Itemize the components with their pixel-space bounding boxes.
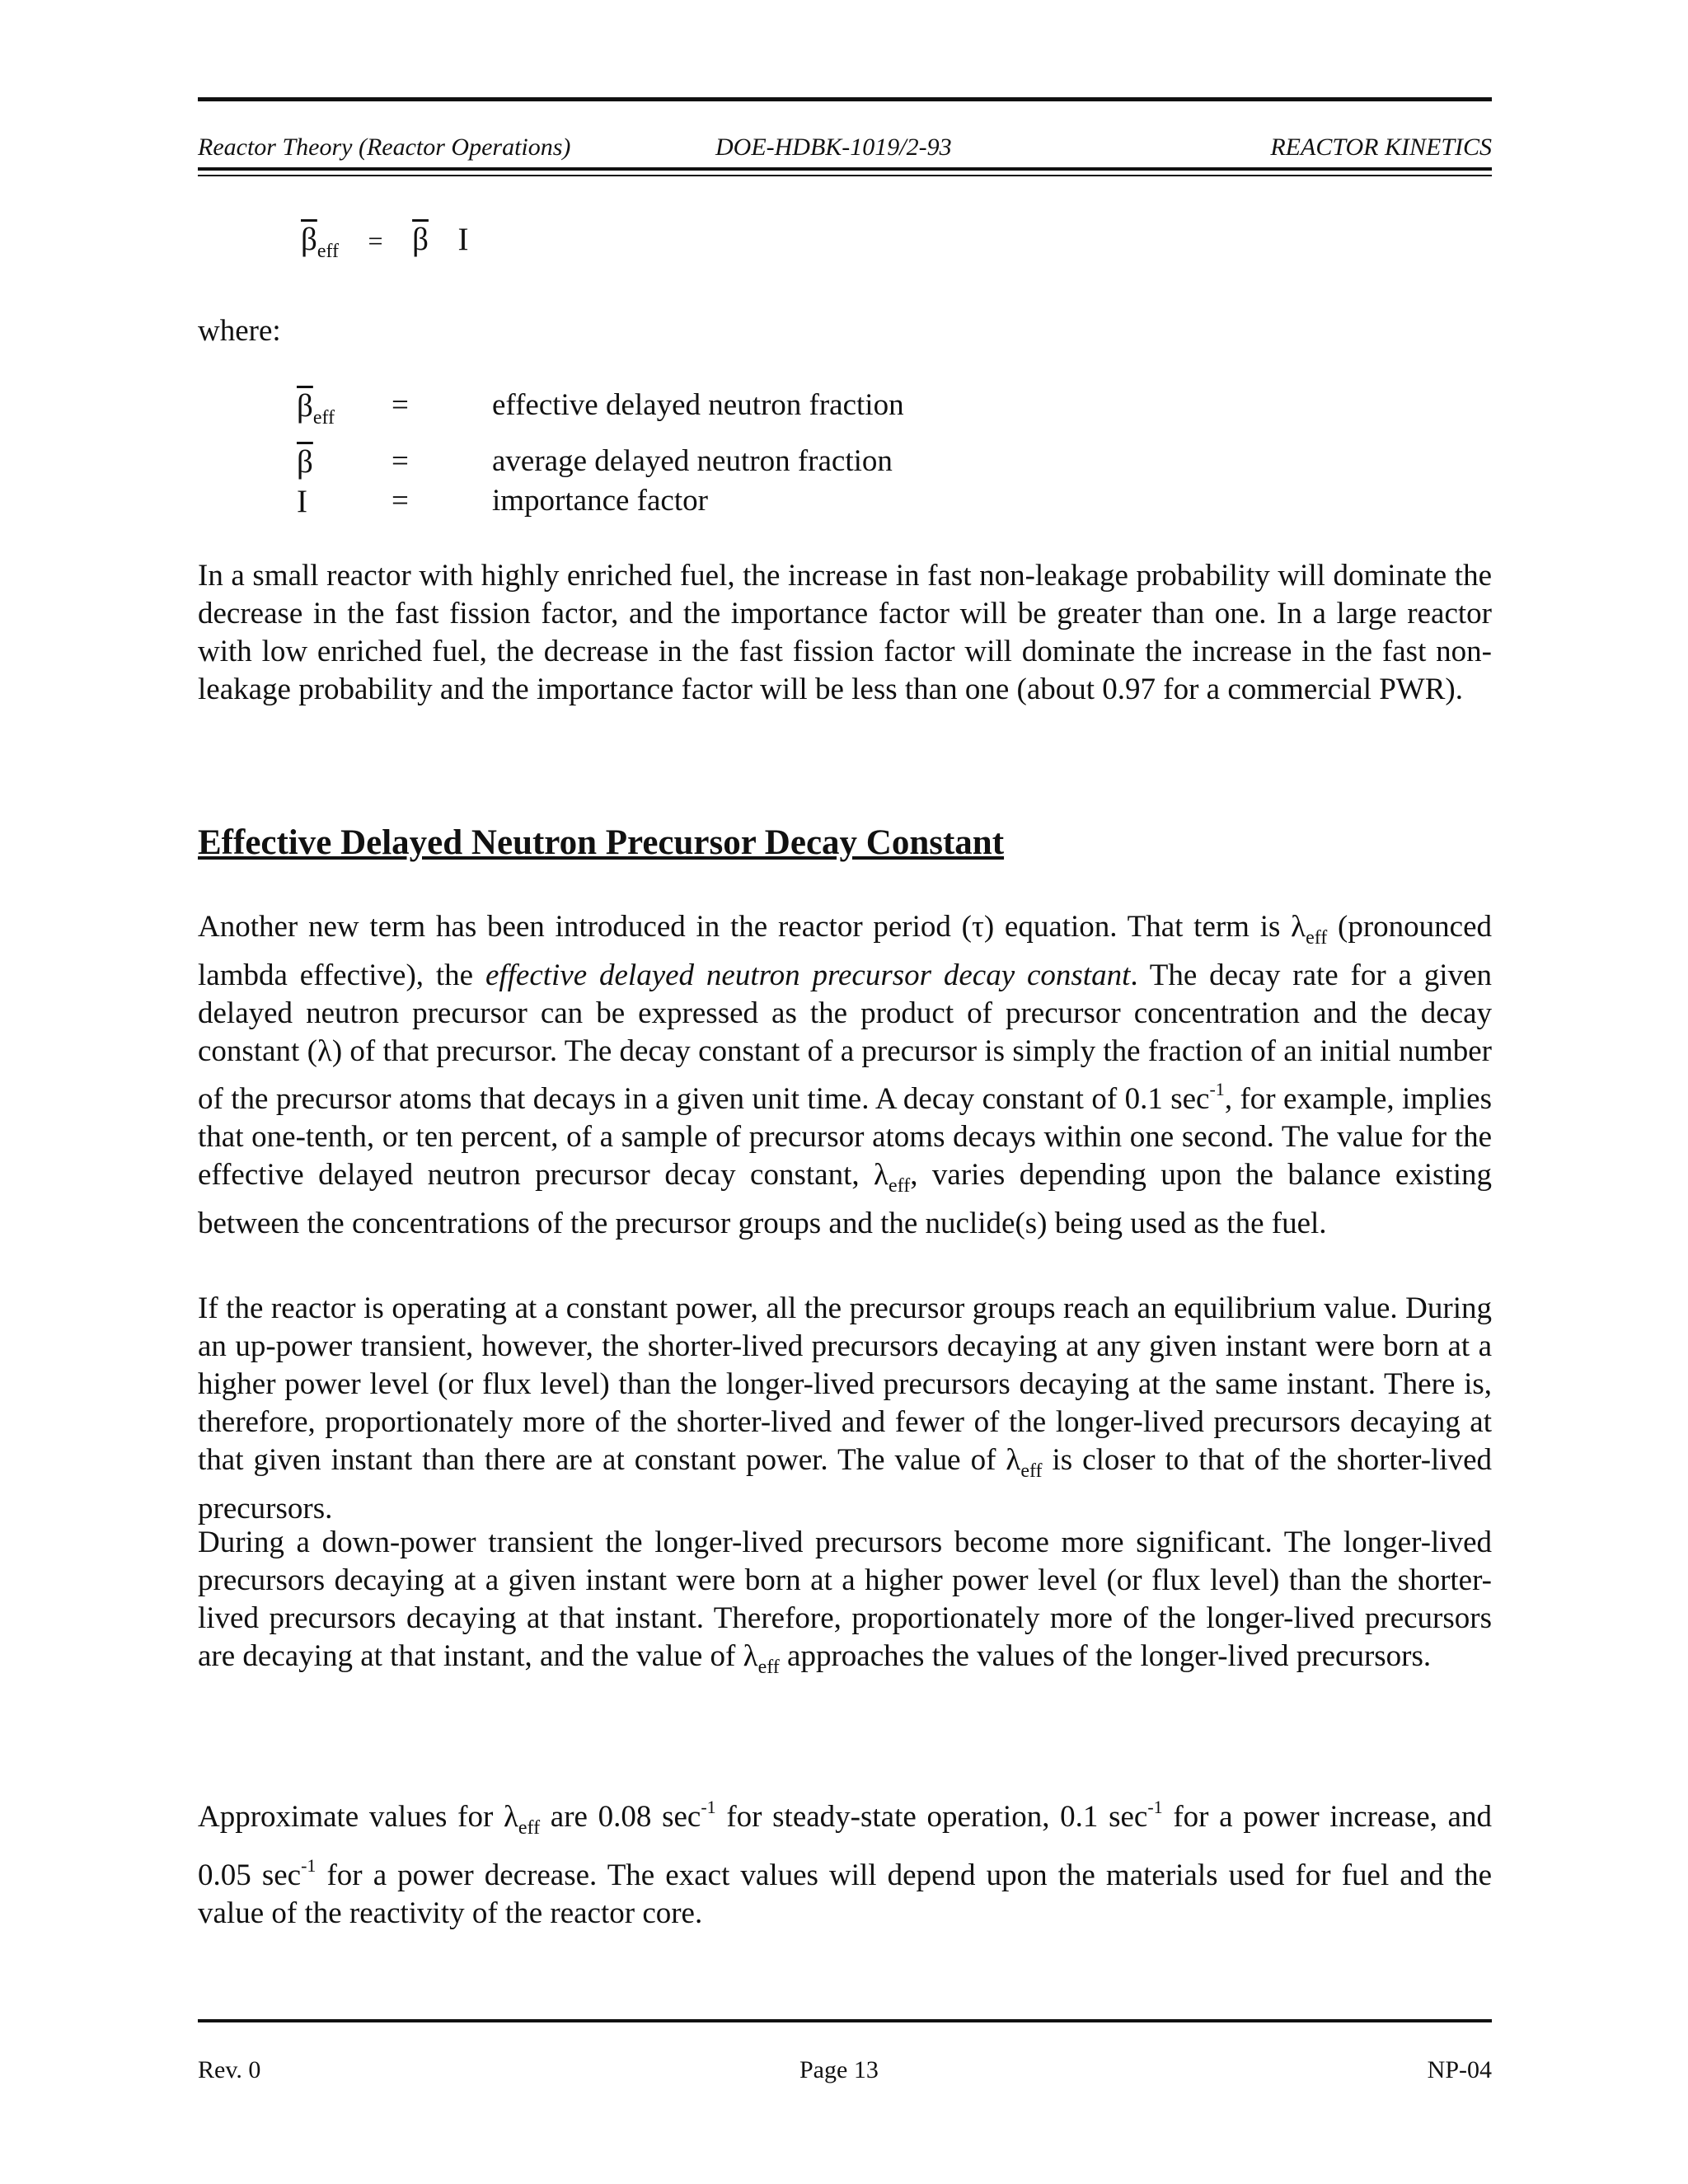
- page-footer: [198, 2056, 1492, 2089]
- footer-page-number: Page 13: [799, 2056, 879, 2083]
- equation-lhs-symbol: $\overline{\beta}$: [301, 222, 317, 257]
- definition-term: $\overline{\beta}_{eff}$: [297, 388, 335, 429]
- header-bottom-rule: [198, 167, 1492, 171]
- header-document-number: DOE-HDBK-1019/2-93: [715, 134, 952, 161]
- section-title: Effective Delayed Neutron Precursor Decay Constant: [198, 823, 1005, 862]
- equation-equals: =: [368, 226, 383, 255]
- definition-term: I: [297, 484, 307, 519]
- footer-module-code: NP-04: [1427, 2056, 1492, 2083]
- definition-equals: =: [392, 444, 409, 478]
- equation-rhs-factor: I: [457, 222, 469, 257]
- paragraph-decay-constant: Another new term has been introduced in the reactor period (τ) equation. That term is $\lambda_{eff}$ (pronounced lambda effective), the effective delayed neutron precursor decay constant. The decay rate for a given delayed neutron precursor can be expressed as the product of precursor concentration and the decay constant (λ) of that precursor. The decay constant of a precursor is simply the fraction of an initial number of the precursor atoms that decays in a given unit time. A decay constant of 0.1 $\sec^{-1}$, for example, implies that one-tenth, or ten percent, of a sample of precursor atoms decays within one second. The value for the effective delayed neutron precursor decay constant, $\lambda_{eff}$, varies depending upon the balance existing between the concentrations of the precursor groups and the nuclide(s) being used as the fuel.: [198, 910, 1493, 1240]
- header-bottom-rule-thin: [198, 175, 1492, 176]
- equation-lhs-subscript: eff: [316, 241, 340, 262]
- definition-description: effective delayed neutron fraction: [492, 388, 904, 422]
- definition-equals: =: [392, 484, 409, 518]
- footer-rule: [198, 2019, 1492, 2022]
- definition-term: $\overline{\beta}$: [297, 444, 313, 480]
- paragraph-up-power-transient: If the reactor is operating at a constant power, all the precursor groups reach an equilibrium value. During an up-power transient, however, the shorter-lived precursors decaying at any given instant were born at a higher power level (or flux level) than the longer-lived precursors decaying at the same instant. There is, therefore, proportionately more of the shorter-lived and fewer of the longer-lived precursors decaying at that given instant than there are at constant power. The value of $\lambda_{eff}$ is closer to that of the shorter-lived precursors.: [198, 1291, 1492, 1526]
- paragraph-down-power-transient: During a down-power transient the longer-lived precursors become more significant. The longer-lived precursors decaying at a given instant were born at a higher power level (or flux level) than the shorter-lived precursors decaying at that instant. Therefore, proportionately more of the longer-lived precursors are decaying at that instant, and the value of $\lambda_{eff}$ approaches the values of the longer-lived precursors.: [198, 1526, 1492, 1678]
- header-top-rule: [198, 97, 1492, 101]
- footer-revision: Rev. 0: [198, 2056, 261, 2083]
- where-label: where:: [198, 314, 281, 348]
- definition-description: importance factor: [492, 484, 708, 518]
- paragraph-importance-factor: In a small reactor with highly enriched fuel, the increase in fast non-leakage probability will dominate the decrease in the fast fission factor, and the importance factor will be greater than one. In a large reactor with low enriched fuel, the decrease in the fast fission factor will dominate the increase in the fast non-leakage probability and the importance factor will be less than one (about 0.97 for a commercial PWR).: [198, 559, 1492, 706]
- page-header: [198, 134, 1492, 166]
- paragraph-approximate-values: Approximate values for $\lambda_{eff}$ are 0.08 $\sec^{-1}$ for steady-state operation, 0.1 $\sec^{-1}$ for a power increase, and 0.05 $\sec^{-1}$ for a power decrease. The exact values will depend upon the materials used for fuel and the value of the reactivity of the reactor core.: [198, 1797, 1492, 1930]
- beta-eff-equation: [301, 221, 468, 263]
- definition-description: average delayed neutron fraction: [492, 444, 893, 478]
- equation-rhs-symbol: $\overline{\beta}$: [412, 222, 429, 257]
- header-chapter: REACTOR KINETICS: [1270, 134, 1492, 161]
- header-title: Reactor Theory (Reactor Operations): [198, 134, 571, 161]
- italic-term: effective delayed neutron precursor decay constant: [485, 958, 1131, 992]
- definition-equals: =: [392, 388, 409, 422]
